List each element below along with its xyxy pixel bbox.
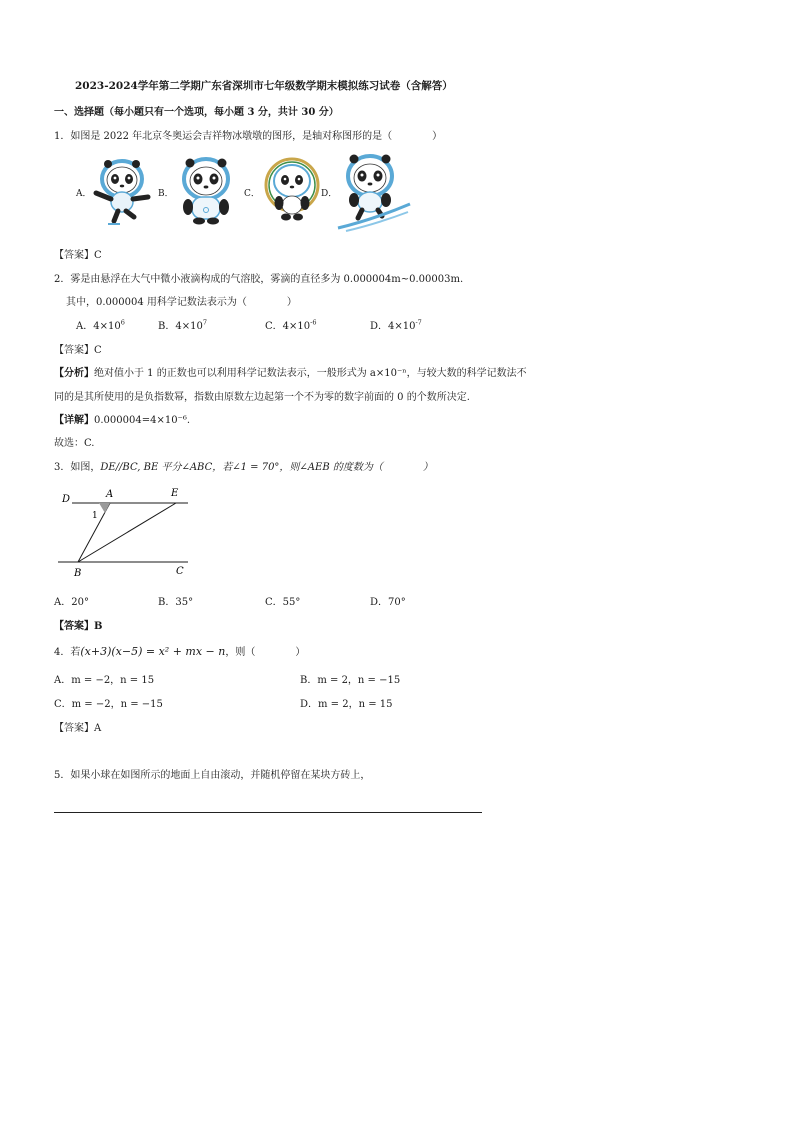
q3-label-e: E [171, 488, 179, 499]
q3-label-b: B [74, 568, 82, 579]
q3-label-d: D [62, 494, 71, 505]
q2-analysis-line1: 【分析】绝对值小于 1 的正数也可以利用科学记数法表示，一般形式为 a×10⁻ⁿ，与较大数的科学记数法不 [54, 368, 527, 379]
q2-stem: 2．雾是由悬浮在大气中微小液滴构成的气溶胶，雾滴的直径多为 0.000004m~0.00003m. [54, 274, 464, 285]
mascot-a-image [88, 155, 156, 227]
q4-option-a: A．m = −2，n = 15 [54, 675, 155, 686]
q2-option-a: A．$4\times 10^6$ [76, 318, 125, 332]
q2-analysis-line2: 同的是其所使用的是负指数幂，指数由原数左边起第一个不为零的数字前面的 0 的个数所决定. [54, 392, 470, 403]
q3-geometry-figure [54, 482, 194, 582]
q1-option-a-label: A． [76, 189, 92, 199]
section-heading: 一、选择题（每小题只有一个选项，每小题 3 分，共计 30 分） [54, 107, 339, 118]
q4-option-d: D．m = 2，n = 15 [300, 699, 393, 710]
page-divider [54, 812, 482, 813]
q3-stem: 3．如图，DE//BC, BE 平分∠ABC，若∠1 = 70°，则∠AEB 的度数为（ ） [54, 462, 433, 473]
q5-stem: 5．如果小球在如图所示的地面上自由滚动，并随机停留在某块方砖上， [54, 770, 371, 781]
q2-answer: 【答案】C [54, 345, 102, 356]
doc-title: 2023-2024学年第二学期广东省深圳市七年级数学期末模拟练习试卷（含解答） [75, 80, 453, 92]
q3-option-d: D．70° [370, 597, 406, 608]
q2-option-b: B．$4\times 10^7$ [158, 318, 207, 332]
q1-option-d-label: D． [321, 189, 338, 199]
q1-option-c-label: C． [244, 189, 260, 199]
q1-answer: 【答案】C [54, 250, 102, 261]
q3-option-c: C．55° [265, 597, 301, 608]
q2-detail: 【详解】0.000004=4×10⁻⁶. [54, 415, 191, 426]
q3-label-angle1: 1 [92, 511, 98, 521]
q2-option-c: C．$4\times 10^{-6}$ [265, 318, 317, 332]
q3-answer: 【答案】B [54, 621, 103, 632]
mascot-d-image [332, 152, 412, 232]
q3-option-b: B．35° [158, 597, 194, 608]
q4-option-b: B．m = 2，n = −15 [300, 675, 401, 686]
q3-label-c: C [176, 566, 184, 577]
q3-label-a: A [106, 489, 114, 500]
q3-option-a: A．20° [54, 597, 89, 608]
q4-option-c: C．m = −2，n = −15 [54, 699, 163, 710]
q2-option-d: D．$4\times 10^{-7}$ [370, 318, 422, 332]
mascot-b-image [172, 155, 240, 225]
q4-answer: 【答案】A [54, 723, 102, 734]
q4-stem: 4．若(x+3)(x−5) = x² + mx − n，则（ ） [54, 645, 306, 658]
q1-option-b-label: B． [158, 189, 174, 199]
mascot-c-image [258, 155, 326, 225]
q1-stem: 1．如图是 2022 年北京冬奥运会吉祥物冰墩墩的图形，是轴对称图形的是（ ） [54, 131, 443, 142]
q2-stem-2: 其中，0.000004 用科学记数法表示为（ ） [66, 297, 297, 308]
q2-choose: 故选：C. [54, 438, 95, 449]
